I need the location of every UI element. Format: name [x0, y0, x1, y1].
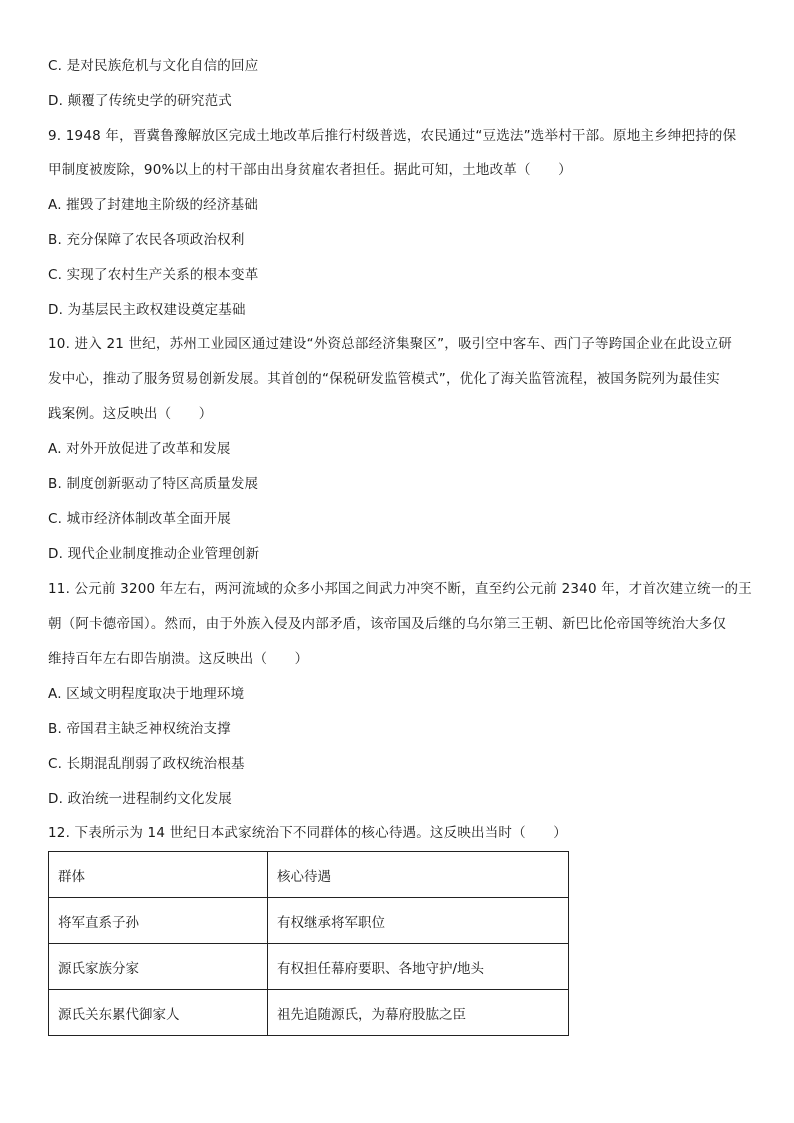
- q11-option-d: D. 政治统一进程制约文化发展: [48, 791, 232, 807]
- q10-stem-1: 10. 进入 21 世纪，苏州工业园区通过建设“外资总部经济集聚区”，吸引空中客车、西门子等跨国企业在此设立研: [48, 336, 733, 352]
- table-cell-group: 源氏家族分家: [49, 944, 268, 990]
- q10-option-c: C. 城市经济体制改革全面开展: [48, 511, 232, 527]
- table-header-row: [49, 852, 569, 898]
- table-cell-treatment: 有权继承将军职位: [268, 898, 569, 944]
- q9-stem-2: 甲制度被废除，90%以上的村干部由出身贫雇农者担任。据此可知，土地改革（ ）: [48, 162, 572, 178]
- table-cell-treatment: 有权担任幕府要职、各地守护/地头: [268, 944, 569, 990]
- q10-option-d: D. 现代企业制度推动企业管理创新: [48, 546, 260, 562]
- table-cell-group: 源氏关东累代御家人: [49, 990, 268, 1036]
- q11-option-c: C. 长期混乱削弱了政权统治根基: [48, 756, 245, 772]
- q9-stem-1: 9. 1948 年，晋冀鲁豫解放区完成土地改革后推行村级普选，农民通过“豆选法”选举村干部。原地主乡绅把持的保: [48, 128, 737, 144]
- table-row: [49, 990, 569, 1036]
- table-header-treatment: 核心待遇: [268, 852, 569, 898]
- table-row: [49, 898, 569, 944]
- q11-stem-3: 维持百年左右即告崩溃。这反映出（ ）: [48, 651, 309, 667]
- q12-table: [48, 851, 569, 1036]
- q12-stem: 12. 下表所示为 14 世纪日本武家统治下不同群体的核心待遇。这反映出当时（ ）: [48, 825, 567, 841]
- q9-option-a: A. 摧毁了封建地主阶级的经济基础: [48, 197, 258, 213]
- table-cell-group: 将军直系子孙: [49, 898, 268, 944]
- q10-stem-3: 践案例。这反映出（ ）: [48, 406, 213, 422]
- q11-stem-2: 朝（阿卡德帝国）。然而，由于外族入侵及内部矛盾，该帝国及后继的乌尔第三王朝、新巴比伦帝国等统治大多仅: [48, 616, 727, 632]
- q10-option-a: A. 对外开放促进了改革和发展: [48, 441, 231, 457]
- q10-option-b: B. 制度创新驱动了特区高质量发展: [48, 476, 259, 492]
- q9-option-c: C. 实现了农村生产关系的根本变革: [48, 267, 259, 283]
- option-d-prev: D. 颠覆了传统史学的研究范式: [48, 93, 232, 109]
- q11-option-a: A. 区域文明程度取决于地理环境: [48, 686, 245, 702]
- q9-option-d: D. 为基层民主政权建设奠定基础: [48, 302, 246, 318]
- table-cell-treatment: 祖先追随源氏，为幕府股肱之臣: [268, 990, 569, 1036]
- table-header-group: 群体: [49, 852, 268, 898]
- q11-stem-1: 11. 公元前 3200 年左右，两河流域的众多小邦国之间武力冲突不断，直至约公元前 2340 年，才首次建立统一的王: [48, 581, 752, 597]
- table-row: [49, 944, 569, 990]
- q11-option-b: B. 帝国君主缺乏神权统治支撑: [48, 721, 231, 737]
- option-c-prev: C. 是对民族危机与文化自信的回应: [48, 58, 259, 74]
- q9-option-b: B. 充分保障了农民各项政治权利: [48, 232, 245, 248]
- q10-stem-2: 发中心，推动了服务贸易创新发展。其首创的“保税研发监管模式”，优化了海关监管流程，被国务院列为最佳实: [48, 371, 720, 387]
